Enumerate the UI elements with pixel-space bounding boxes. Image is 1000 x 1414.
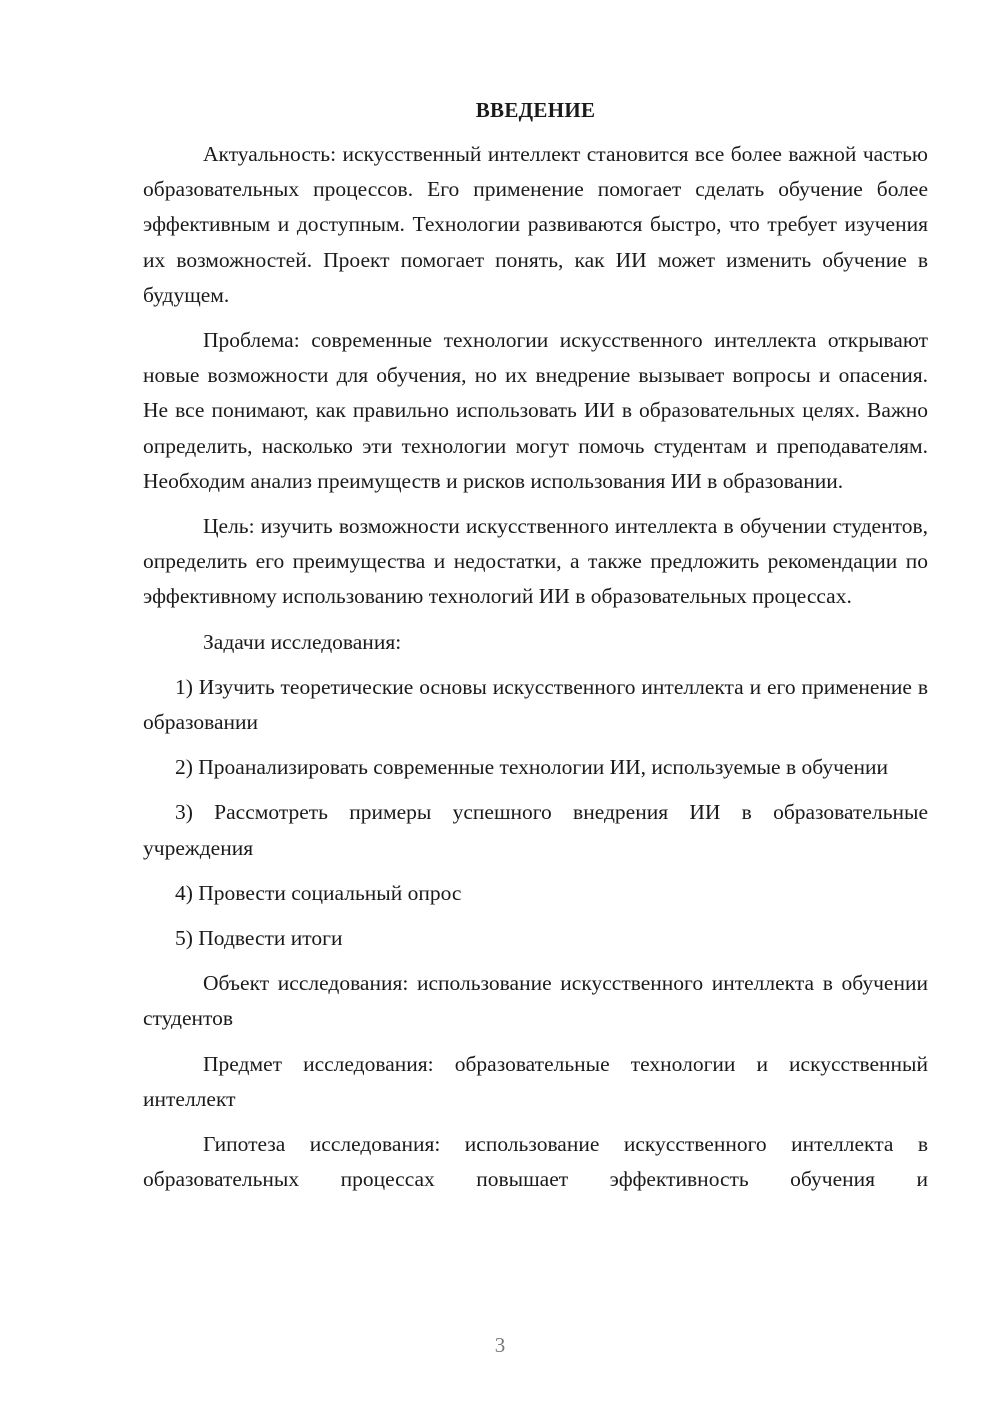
page-number: 3 (494, 1333, 506, 1357)
task-item-2: 2) Проанализировать современные технологии ИИ, используемые в обучении (175, 755, 888, 780)
section-title: ВВЕДЕНИЕ (475, 98, 596, 122)
subject-paragraph: Предмет исследования: образовательные технологии и искусственный интеллект (143, 1051, 928, 1111)
relevance-paragraph: Актуальность: искусственный интеллект становится все более важной частью образовательных процессов. Его применение помогает сделать обучение более эффективным и доступным. Технологии развиваются быстро, что требует изучения их возможностей. Проект помогает понять, как ИИ может изменить обучение в будущем. (143, 142, 928, 307)
task-item-1: 1) Изучить теоретические основы искусственного интеллекта и его применение в образовании (143, 674, 928, 735)
problem-paragraph: Проблема: современные технологии искусственного интеллекта открывают новые возможности для обучения, но их внедрение вызывает вопросы и опасения. Не все понимают, как правильно использовать ИИ в образовательных целях. Важно определить, насколько эти технологии могут помочь студентам и преподавателям. Необходим анализ преимуществ и рисков использования ИИ в образовании. (143, 328, 928, 493)
page-content (143, 95, 928, 1207)
task-item-5: 5) Подвести итоги (175, 926, 343, 951)
goal-paragraph: Цель: изучить возможности искусственного интеллекта в обучении студентов, определить его преимущества и недостатки, а также предложить рекомендации по эффективному использованию технологий ИИ в образовательных процессах. (143, 514, 928, 609)
task-item-3: 3) Рассмотреть примеры успешного внедрения ИИ в образовательные учреждения (143, 800, 928, 860)
task-item-4: 4) Провести социальный опрос (175, 880, 462, 905)
object-paragraph: Объект исследования: использование искусственного интеллекта в обучении студентов (143, 971, 928, 1031)
tasks-heading: Задачи исследования: (203, 629, 402, 654)
hypothesis-paragraph: Гипотеза исследования: использование искусственного интеллекта в образовательных процессах повышает эффективность обучения и (143, 1132, 928, 1192)
